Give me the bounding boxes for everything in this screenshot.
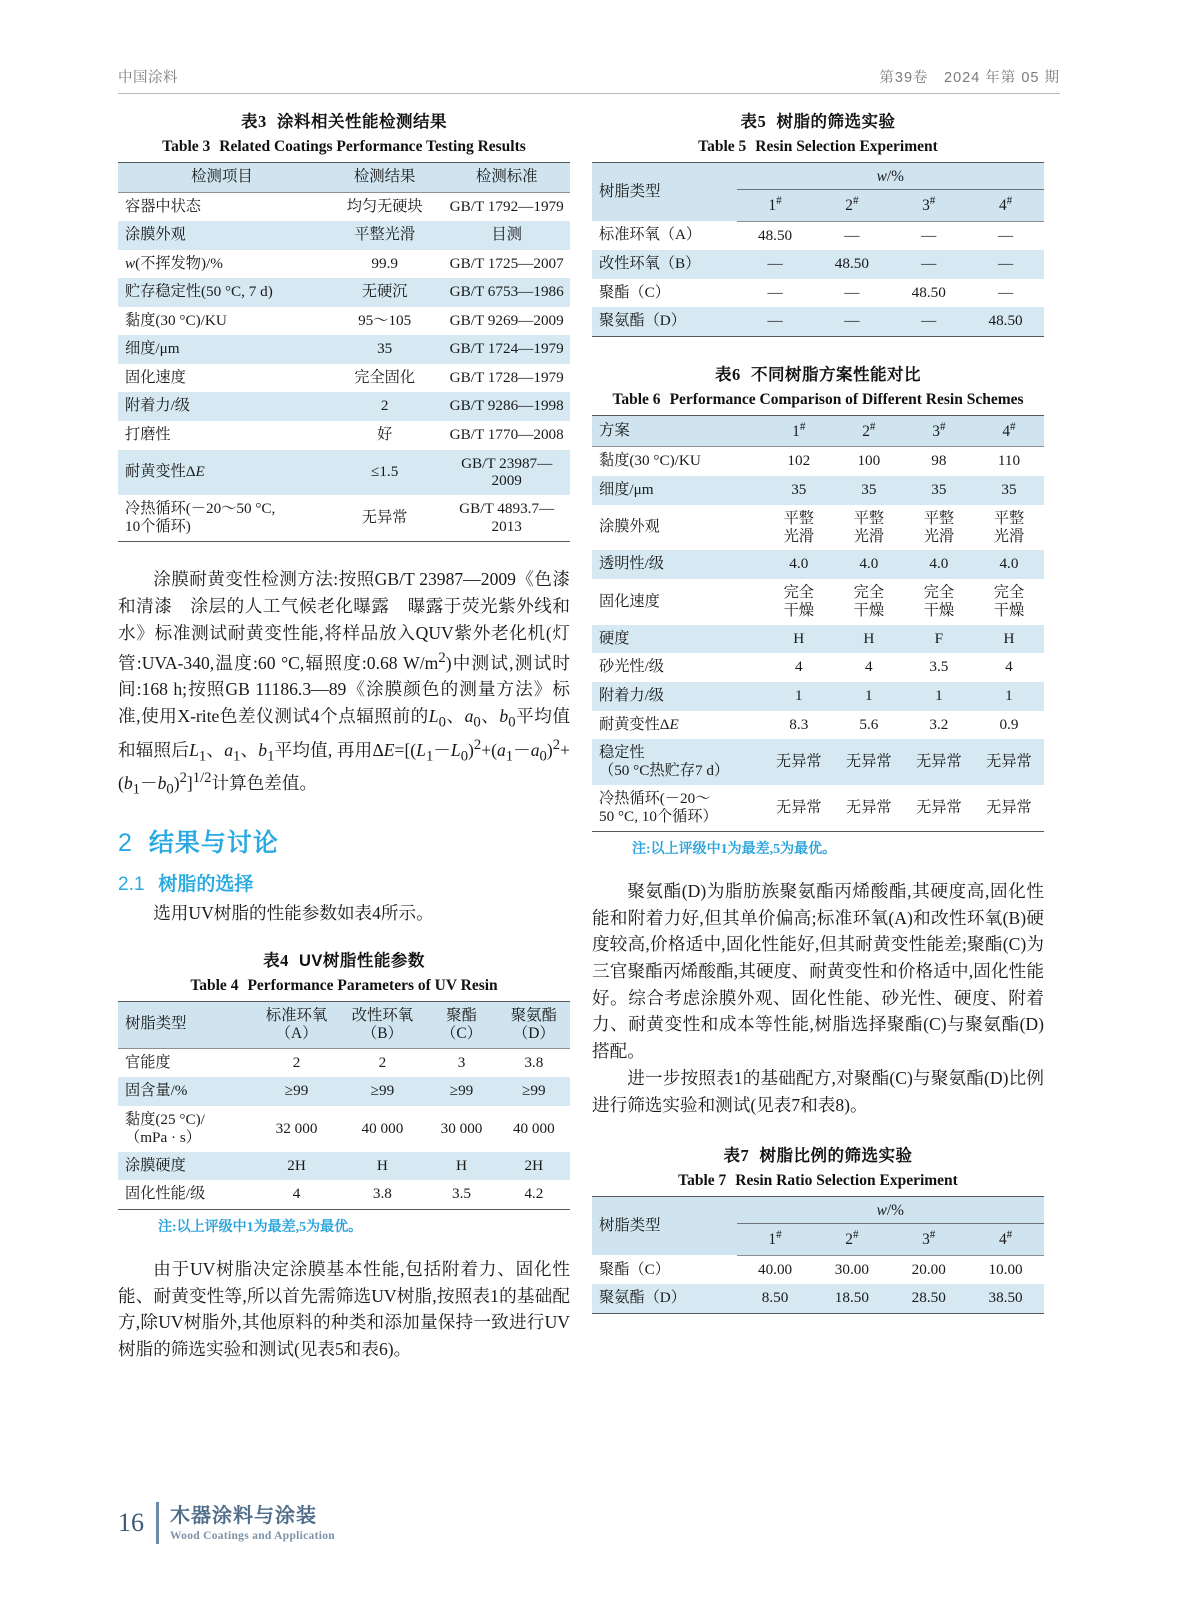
table6-r1-c3: 35 bbox=[904, 476, 974, 505]
table-row bbox=[592, 250, 1044, 279]
table6-r10-c3: 无异常 bbox=[904, 785, 974, 831]
table3-r2-c1: 99.9 bbox=[371, 254, 398, 272]
section-2-title: 结果与讨论 bbox=[148, 828, 279, 857]
table-row bbox=[592, 653, 1044, 682]
table6-r6-c0: 砂光性/级 bbox=[599, 658, 664, 676]
table5-r0-c0: 标准环氧（A） bbox=[599, 226, 702, 244]
table6-r1-c4: 35 bbox=[974, 476, 1044, 505]
table6-r8-c4: 0.9 bbox=[999, 715, 1019, 733]
table6-r5-c2: H bbox=[834, 625, 904, 654]
table6-caption-zh: 不同树脂方案性能对比 bbox=[750, 365, 921, 384]
table5-sub-header-1: 2# bbox=[813, 189, 890, 221]
table7-sub-header-3: 4# bbox=[967, 1224, 1044, 1256]
table6-r5-c1: H bbox=[764, 625, 834, 654]
table-row bbox=[118, 221, 570, 250]
table3-r5-c1: 35 bbox=[326, 335, 444, 364]
table7-r0-c4: 10.00 bbox=[988, 1260, 1023, 1278]
table3-r5-c0: 细度/μm bbox=[118, 335, 326, 364]
table3-r8-c1: 好 bbox=[377, 426, 393, 443]
table4-r3-c3: H bbox=[425, 1152, 497, 1181]
table3-caption-zh-label: 表3 bbox=[241, 112, 267, 131]
running-head-journal: 中国涂料 bbox=[118, 70, 178, 86]
table6-r5-c4: H bbox=[974, 625, 1044, 654]
table6-r6-c2: 4 bbox=[865, 658, 873, 676]
table3-r8-c2: GB/T 1770—2008 bbox=[449, 426, 564, 443]
table5-r1-c1: — bbox=[737, 250, 814, 279]
table7-sub-header-0: 1# bbox=[737, 1224, 814, 1256]
table6-r9-c1: 无异常 bbox=[764, 739, 834, 785]
table6-r2-c0: 涂膜外观 bbox=[599, 518, 660, 536]
table-row bbox=[118, 495, 570, 541]
table5-r3-c0: 聚氨酯（D） bbox=[592, 307, 737, 336]
table6-r10-c0: 冷热循环(－20～ 50 °C, 10个循环） bbox=[592, 785, 764, 831]
table-row bbox=[592, 785, 1044, 831]
table4-col-header-0: 树脂类型 bbox=[118, 1001, 254, 1048]
table-row bbox=[118, 1180, 570, 1209]
table4-r1-c2: ≥99 bbox=[339, 1077, 425, 1106]
table5-caption-en: Resin Selection Experiment bbox=[755, 137, 938, 155]
table7-r0-c3: 20.00 bbox=[911, 1260, 946, 1278]
table5-group-header: w/% bbox=[737, 162, 1044, 189]
table5-r3-c2: — bbox=[813, 307, 890, 336]
table3-r5-c2: GB/T 1724—1979 bbox=[443, 335, 570, 364]
table6-r8-c0: 耐黄变性ΔE bbox=[599, 715, 679, 733]
table6-r7-c0: 附着力/级 bbox=[592, 682, 764, 711]
table4-r1-c0: 固含量/% bbox=[118, 1077, 254, 1106]
table3-r2-c0: w(不挥发物)/% bbox=[125, 254, 223, 272]
table3-caption-zh: 涂料相关性能检测结果 bbox=[276, 113, 447, 131]
table6-r0-c3: 98 bbox=[931, 452, 947, 470]
table-row bbox=[592, 279, 1044, 308]
table3-r6-c1: 完全固化 bbox=[354, 368, 416, 386]
table-row bbox=[592, 579, 1044, 625]
table-row bbox=[118, 278, 570, 307]
table6-r6-c3: 3.5 bbox=[929, 658, 949, 676]
table5-caption-zh-label: 表5 bbox=[740, 112, 767, 131]
table4-r2-c3: 30 000 bbox=[440, 1119, 483, 1137]
table7-group-header-row bbox=[592, 1197, 1044, 1224]
table6-r9-c4: 无异常 bbox=[974, 739, 1044, 785]
section-2-number: 2 bbox=[118, 828, 133, 857]
table6-r1-c2: 35 bbox=[834, 476, 904, 505]
left-column bbox=[118, 110, 570, 1363]
table4-r2-c0: 黏度(25 °C)/ （mPa · s） bbox=[125, 1111, 205, 1146]
table6-r10-c4: 无异常 bbox=[974, 785, 1044, 831]
table-row bbox=[592, 1255, 1044, 1284]
table4-r3-c0: 涂膜硬度 bbox=[118, 1152, 254, 1181]
table4-r0-c0: 官能度 bbox=[125, 1053, 171, 1071]
table-row bbox=[592, 550, 1044, 579]
table-row bbox=[118, 307, 570, 336]
table5 bbox=[592, 162, 1044, 337]
table4-r0-c3: 3 bbox=[457, 1053, 466, 1071]
paragraph-uv-resin-screening: 由于UV树脂决定涂膜基本性能,包括附着力、固化性能、耐黄变性等,所以首先需筛选UV树脂,按照表1的基础配方,除UV树脂外,其他原料的种类和添加量保持一致进行UV树脂的筛选实验和测试(见表5和表6)。 bbox=[118, 1258, 570, 1360]
table-row bbox=[118, 364, 570, 393]
table4-r2-c2: 40 000 bbox=[361, 1119, 404, 1137]
table6-r4-c2: 完全 干燥 bbox=[853, 583, 885, 619]
table-row bbox=[118, 1152, 570, 1181]
table6-r4-c0: 固化速度 bbox=[599, 592, 660, 610]
table4-r3-c2: H bbox=[339, 1152, 425, 1181]
table-row bbox=[592, 1284, 1044, 1313]
section-2-1-number: 2.1 bbox=[118, 873, 145, 895]
table6-r7-c1: 1 bbox=[764, 682, 834, 711]
table6-r6-c1: 4 bbox=[794, 658, 803, 676]
table3-r9-c2: GB/T 23987— 2009 bbox=[443, 450, 570, 496]
section-2-1-title: 树脂的选择 bbox=[158, 873, 254, 895]
table5-r1-c3: — bbox=[890, 250, 967, 279]
section-heading-2 bbox=[118, 823, 570, 859]
table4 bbox=[118, 1001, 570, 1210]
table5-r0-c3: — bbox=[921, 226, 937, 244]
footer-divider bbox=[156, 1502, 159, 1544]
table6-r3-c2: 4.0 bbox=[834, 550, 904, 579]
table4-r4-c1: 4 bbox=[254, 1180, 340, 1209]
table7-r0-c2: 30.00 bbox=[834, 1260, 869, 1278]
table6-r9-c0: 稳定性 （50 °C热贮存7 d） bbox=[592, 739, 764, 785]
table6-r3-c4: 4.0 bbox=[974, 550, 1044, 579]
table3-r10-c2: GB/T 4893.7— 2013 bbox=[443, 495, 570, 541]
table3-r3-c2: GB/T 6753—1986 bbox=[443, 278, 570, 307]
table6-r4-c4: 完全 干燥 bbox=[993, 583, 1025, 619]
table7-row-header: 树脂类型 bbox=[592, 1197, 737, 1256]
table6-caption-en-label: Table 6 bbox=[612, 390, 661, 408]
table3-caption bbox=[118, 110, 570, 158]
table3-col-header-1: 检测结果 bbox=[326, 162, 444, 192]
table7-r1-c1: 8.50 bbox=[737, 1284, 814, 1313]
table6-r8-c2: 5.6 bbox=[859, 715, 879, 733]
table6-r10-c2: 无异常 bbox=[834, 785, 904, 831]
paragraph-yellowing-method: 涂膜耐黄变性检测方法:按照GB/T 23987—2009《色漆和清漆 涂层的人工气候老化曝露 曝露于荧光紫外线和水》标准测试耐黄变性能,将样品放入QUV紫外老化机(灯管:UVA-340,温度:60 °C,辐照度:0.68 $W/m^2$)中测试,测试时间:168 h;按照GB 11186.3—89《涂膜颜色的测量方法》标准,使用X-rite色差仪测试4个点辐照前的$L_0$、$a_0$、$b_0$平均值和辐照后$L_1$、$a_1$、$b_1$平均值, 再用$\Delta E=[(L_1-L_0)^2+(a_1-a_0)^2+(b_1-b_0)^2]^{1/2}$计算色差值。 bbox=[118, 569, 570, 798]
table6-col-header-0: 方案 bbox=[592, 415, 764, 447]
table5-r0-c2: — bbox=[844, 226, 860, 244]
table-row bbox=[592, 476, 1044, 505]
table6-r7-c2: 1 bbox=[834, 682, 904, 711]
table7-sub-header-1: 2# bbox=[813, 1224, 890, 1256]
table7-group-header: w/% bbox=[737, 1197, 1044, 1224]
page-number: 16 bbox=[118, 1508, 144, 1537]
table4-caption-en: Performance Parameters of UV Resin bbox=[247, 976, 498, 994]
table5-caption bbox=[592, 110, 1044, 158]
table6-r8-c3: 3.2 bbox=[929, 715, 949, 733]
table4-r0-c1: 2 bbox=[292, 1053, 301, 1071]
table3-caption-en-label: Table 3 bbox=[162, 137, 211, 155]
table3-r0-c2: GB/T 1792—1979 bbox=[449, 197, 564, 215]
table4-caption-zh: UV树脂性能参数 bbox=[299, 951, 425, 970]
table-row bbox=[118, 392, 570, 421]
table6-col-header-3: 3# bbox=[904, 415, 974, 447]
table3-r2-c2: GB/T 1725—2007 bbox=[449, 254, 564, 272]
table7 bbox=[592, 1196, 1044, 1314]
table4-r1-c3: ≥99 bbox=[425, 1077, 497, 1106]
table7-r1-c3: 28.50 bbox=[890, 1284, 967, 1313]
table6-r2-c4: 平整 光滑 bbox=[993, 509, 1025, 545]
table3-r1-c0: 涂膜外观 bbox=[118, 221, 326, 250]
footer-section-en: Wood Coatings and Application bbox=[170, 1529, 335, 1542]
table6 bbox=[592, 415, 1044, 832]
table6-r0-c0: 黏度(30 °C)/KU bbox=[599, 452, 701, 470]
table4-r4-c2: 3.8 bbox=[339, 1180, 425, 1209]
table5-r2-c3: 48.50 bbox=[911, 283, 946, 301]
table6-r10-c1: 无异常 bbox=[764, 785, 834, 831]
table5-r1-c2: 48.50 bbox=[813, 250, 890, 279]
table6-r2-c1: 平整 光滑 bbox=[783, 509, 814, 545]
table6-r4-c1: 完全 干燥 bbox=[783, 583, 814, 619]
table3-r9-c0: 耐黄变性ΔE bbox=[118, 450, 326, 496]
table4-col-header-3: 聚酯 （C） bbox=[425, 1001, 497, 1048]
paragraph-resin-ratio: 进一步按照表1的基础配方,对聚酯(C)与聚氨酯(D)比例进行筛选实验和测试(见表7和表8)。 bbox=[592, 1067, 1044, 1115]
table3-r6-c0: 固化速度 bbox=[125, 368, 186, 386]
table6-col-header-1: 1# bbox=[764, 415, 834, 447]
table3-header-row bbox=[118, 162, 570, 192]
table6-r1-c1: 35 bbox=[764, 476, 834, 505]
table6-r2-c3: 平整 光滑 bbox=[923, 509, 955, 545]
table6-note: 注:以上评级中1为最差,5为最优。 bbox=[632, 841, 837, 857]
table6-r9-c2: 无异常 bbox=[834, 739, 904, 785]
running-head bbox=[118, 66, 1060, 87]
table7-caption-zh: 树脂比例的筛选实验 bbox=[759, 1147, 913, 1166]
table4-r4-c4: 4.2 bbox=[498, 1180, 570, 1209]
table3-r7-c1: 2 bbox=[326, 392, 444, 421]
table6-caption-zh-label: 表6 bbox=[715, 364, 741, 384]
table6-r9-c3: 无异常 bbox=[904, 739, 974, 785]
table6-r4-c3: 完全 干燥 bbox=[923, 583, 955, 619]
table7-r1-c2: 18.50 bbox=[813, 1284, 890, 1313]
table6-r7-c3: 1 bbox=[904, 682, 974, 711]
table4-r1-c4: ≥99 bbox=[498, 1077, 570, 1106]
table5-caption-en-label: Table 5 bbox=[698, 137, 747, 155]
table-row bbox=[592, 447, 1044, 476]
table6-r6-c4: 4 bbox=[1005, 658, 1013, 676]
table-row bbox=[592, 711, 1044, 740]
table6-r2-c2: 平整 光滑 bbox=[853, 509, 885, 545]
table3-r7-c2: GB/T 9286—1998 bbox=[443, 392, 570, 421]
running-head-issue: 第39卷 2024 年第 05 期 bbox=[879, 70, 1060, 86]
table4-col-header-4: 聚氨酯 （D） bbox=[498, 1001, 570, 1048]
table5-sub-header-3: 4# bbox=[967, 189, 1044, 221]
table3-r10-c1: 无异常 bbox=[326, 495, 444, 541]
table6-r3-c1: 4.0 bbox=[764, 550, 834, 579]
table5-r0-c4: — bbox=[997, 226, 1014, 244]
table5-r1-c4: — bbox=[967, 250, 1044, 279]
table6-r5-c3: F bbox=[904, 625, 974, 654]
table4-r2-c4: 40 000 bbox=[512, 1119, 555, 1137]
table6-r5-c0: 硬度 bbox=[592, 625, 764, 654]
table-row bbox=[592, 625, 1044, 654]
table5-r2-c4: — bbox=[997, 283, 1014, 301]
table4-r0-c4: 3.8 bbox=[524, 1053, 544, 1071]
table3-r4-c2: GB/T 9269—2009 bbox=[449, 311, 564, 329]
table3-r1-c1: 平整光滑 bbox=[326, 221, 444, 250]
table7-caption-en: Resin Ratio Selection Experiment bbox=[735, 1172, 958, 1190]
table6-r7-c4: 1 bbox=[974, 682, 1044, 711]
table4-r4-c0: 固化性能/级 bbox=[118, 1180, 254, 1209]
table3-r9-c1: ≤1.5 bbox=[326, 450, 444, 496]
table3-col-header-0: 检测项目 bbox=[118, 162, 326, 192]
table5-r3-c4: 48.50 bbox=[967, 307, 1044, 336]
table5-r2-c2: — bbox=[844, 283, 860, 301]
table5-row-header: 树脂类型 bbox=[592, 162, 737, 221]
table4-caption-en-label: Table 4 bbox=[190, 976, 239, 994]
table-row bbox=[118, 450, 570, 496]
table5-r3-c1: — bbox=[737, 307, 814, 336]
table4-col-header-2: 改性环氧 （B） bbox=[339, 1001, 425, 1048]
table3-r7-c0: 附着力/级 bbox=[118, 392, 326, 421]
table3 bbox=[118, 162, 570, 542]
table3-r0-c0: 容器中状态 bbox=[125, 197, 201, 215]
table-row bbox=[118, 250, 570, 279]
table4-caption bbox=[118, 949, 570, 997]
right-column bbox=[592, 110, 1044, 1314]
table7-caption-en-label: Table 7 bbox=[678, 1172, 727, 1190]
table6-r0-c4: 110 bbox=[997, 452, 1021, 470]
table6-col-header-4: 4# bbox=[974, 415, 1044, 447]
table4-r4-c3: 3.5 bbox=[425, 1180, 497, 1209]
table6-r8-c1: 8.3 bbox=[789, 715, 809, 733]
table3-r6-c2: GB/T 1728—1979 bbox=[449, 368, 564, 386]
table7-caption bbox=[592, 1144, 1044, 1192]
table-row bbox=[592, 505, 1044, 551]
table4-r3-c4: 2H bbox=[498, 1152, 570, 1181]
table6-r1-c0: 细度/μm bbox=[592, 476, 764, 505]
table6-col-header-2: 2# bbox=[834, 415, 904, 447]
table-row bbox=[592, 682, 1044, 711]
table-row bbox=[118, 1077, 570, 1106]
header-divider bbox=[118, 93, 1060, 94]
table4-caption-zh-label: 表4 bbox=[263, 950, 289, 970]
paragraph-uv-params: 选用UV树脂的性能参数如表4所示。 bbox=[153, 902, 434, 923]
table5-sub-header-0: 1# bbox=[737, 189, 814, 221]
section-heading-2-1 bbox=[118, 869, 570, 896]
table-row bbox=[118, 1048, 570, 1077]
table7-r1-c4: 38.50 bbox=[967, 1284, 1044, 1313]
paragraph-resin-choice: 聚氨酯(D)为脂肪族聚氨酯丙烯酸酯,其硬度高,固化性能和附着力好,但其单价偏高;标准环氧(A)和改性环氧(B)硬度较高,价格适中,固化性能好,但其耐黄变性能差;聚酯(C)为三官聚酯丙烯酸酯,其硬度、耐黄变性和价格适中,固化性能好。综合考虑涂膜外观、固化性能、砂光性、硬度、附着力、耐黄变性和成本等性能,树脂选择聚酯(C)与聚氨酯(D)搭配。 bbox=[592, 880, 1044, 1062]
table5-r3-c3: — bbox=[890, 307, 967, 336]
table-row bbox=[592, 739, 1044, 785]
table7-r1-c0: 聚氨酯（D） bbox=[592, 1284, 737, 1313]
table5-r0-c1: 48.50 bbox=[757, 226, 793, 244]
table6-r0-c1: 102 bbox=[787, 452, 811, 470]
table4-note: 注:以上评级中1为最差,5为最优。 bbox=[158, 1219, 363, 1235]
table3-r4-c0: 黏度(30 °C)/KU bbox=[125, 311, 227, 329]
footer-section-zh: 木器涂料与涂装 bbox=[170, 1504, 317, 1527]
table-row bbox=[592, 307, 1044, 336]
table6-r3-c3: 4.0 bbox=[904, 550, 974, 579]
table3-r8-c0: 打磨性 bbox=[125, 426, 171, 443]
table7-sub-header-2: 3# bbox=[890, 1224, 967, 1256]
table5-r2-c0: 聚酯（C） bbox=[599, 283, 670, 301]
table5-sub-header-2: 3# bbox=[890, 189, 967, 221]
table5-r1-c0: 改性环氧（B） bbox=[592, 250, 737, 279]
table4-header-row bbox=[118, 1001, 570, 1048]
table-row bbox=[118, 1106, 570, 1152]
table-row bbox=[118, 192, 570, 221]
table6-caption bbox=[592, 363, 1044, 411]
table4-r3-c1: 2H bbox=[254, 1152, 340, 1181]
table7-r0-c1: 40.00 bbox=[757, 1260, 793, 1278]
table3-r0-c1: 均匀无硬块 bbox=[346, 197, 423, 215]
table3-r4-c1: 95～105 bbox=[358, 311, 412, 329]
table6-r0-c2: 100 bbox=[857, 452, 881, 470]
table3-col-header-2: 检测标准 bbox=[443, 162, 570, 192]
table4-r0-c2: 2 bbox=[378, 1053, 387, 1071]
table4-col-header-1: 标准环氧 （A） bbox=[254, 1001, 340, 1048]
table7-r0-c0: 聚酯（C） bbox=[599, 1260, 670, 1278]
table-row bbox=[592, 221, 1044, 250]
table-row bbox=[118, 335, 570, 364]
table-row bbox=[118, 421, 570, 450]
table3-r3-c1: 无硬沉 bbox=[326, 278, 444, 307]
table5-r2-c1: — bbox=[767, 283, 783, 301]
table4-r1-c1: ≥99 bbox=[254, 1077, 340, 1106]
table4-r2-c1: 32 000 bbox=[275, 1119, 318, 1137]
page-footer bbox=[118, 1502, 335, 1544]
table3-r10-c0: 冷热循环(－20～50 °C, 10个循环) bbox=[118, 495, 326, 541]
table3-r1-c2: 目测 bbox=[443, 221, 570, 250]
table6-header-row bbox=[592, 415, 1044, 447]
table6-r3-c0: 透明性/级 bbox=[592, 550, 764, 579]
table3-r3-c0: 贮存稳定性(50 °C, 7 d) bbox=[118, 278, 326, 307]
table5-group-header-row bbox=[592, 162, 1044, 189]
table3-caption-en: Related Coatings Performance Testing Results bbox=[219, 137, 526, 155]
table6-caption-en: Performance Comparison of Different Resin Schemes bbox=[669, 390, 1024, 408]
table5-caption-zh: 树脂的筛选实验 bbox=[776, 113, 896, 131]
table7-caption-zh-label: 表7 bbox=[723, 1146, 750, 1166]
